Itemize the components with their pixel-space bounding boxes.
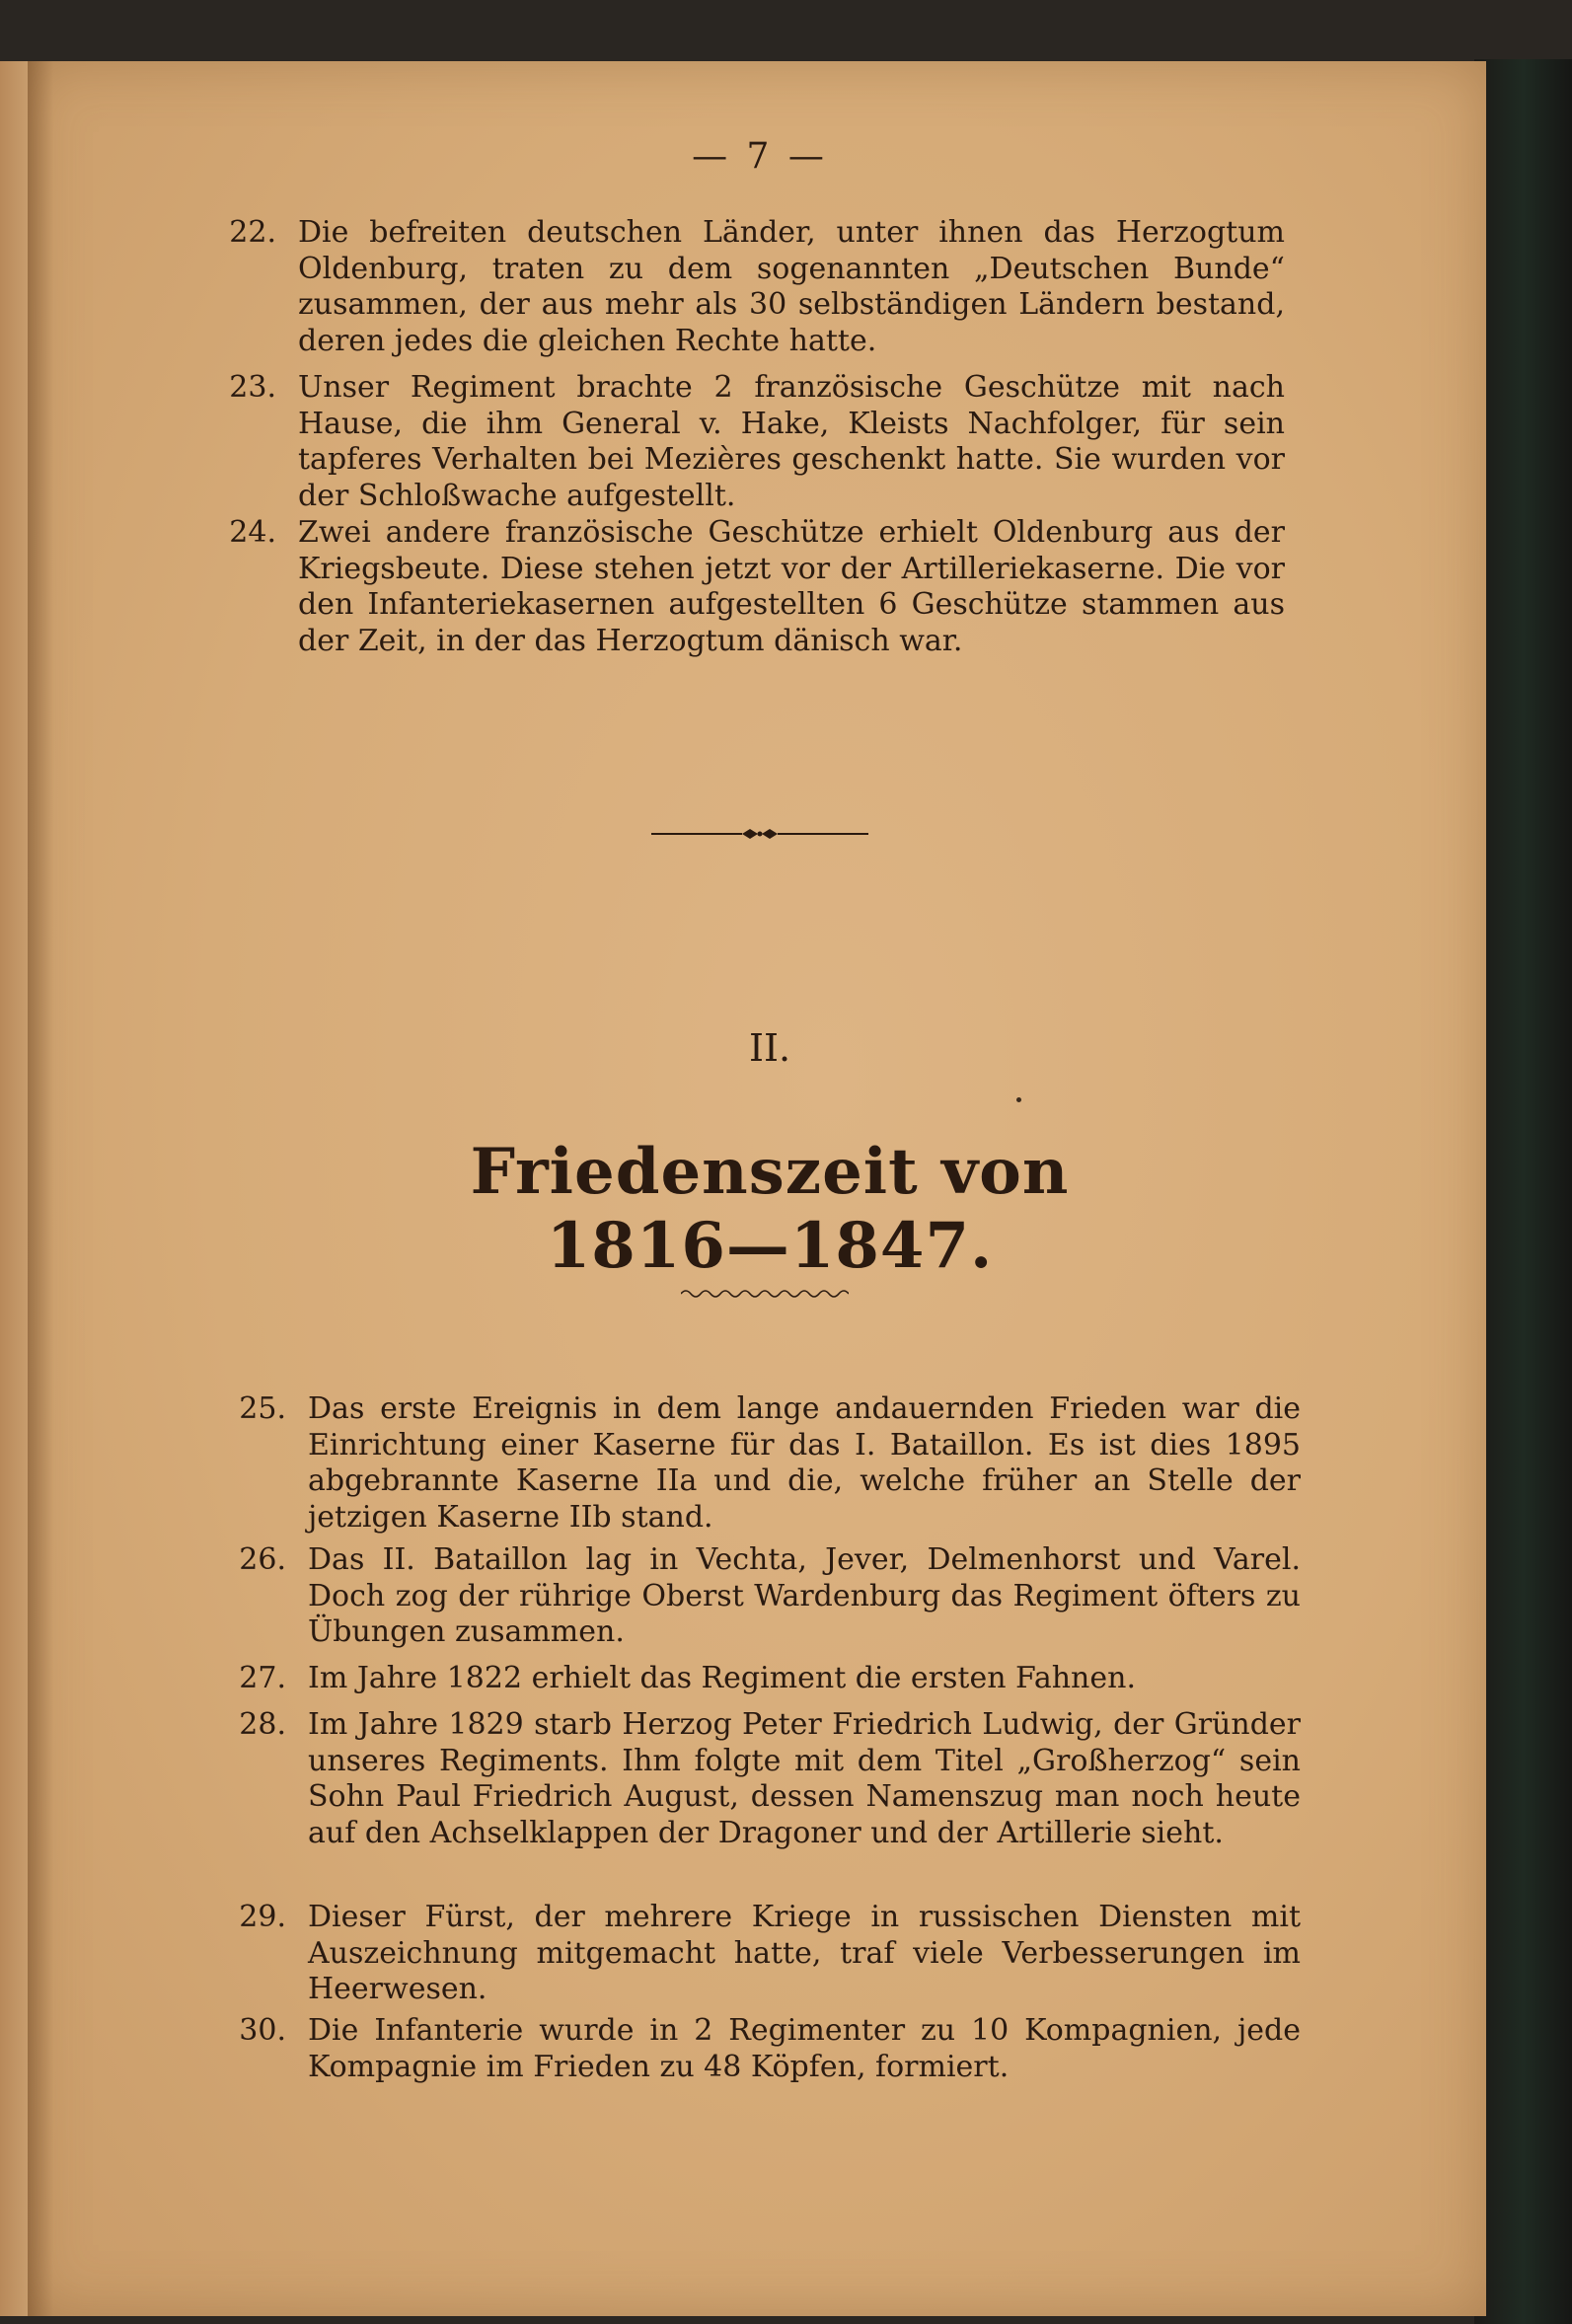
paragraph-number: 23. [229, 370, 276, 405]
paragraph-29 [239, 1900, 1301, 2008]
paragraph-number: 26. [239, 1542, 286, 1577]
paragraph-24 [229, 515, 1285, 659]
paragraph-number: 29. [239, 1900, 286, 1934]
paragraph-27 [239, 1661, 1301, 1697]
spine-shadow [28, 61, 53, 2316]
paragraph-text: Zwei andere französische Geschütze erhielt Oldenburg aus der Kriegsbeute. Diese stehen jetzt vor der Artilleriekaserne. Die vor den Infanteriekasernen aufgestellten 6 Geschütze stammen aus der Zeit, in der das Herzogtum dänisch war. [298, 515, 1285, 658]
section-title: Friedenszeit von 1816—1847. [470, 1135, 1070, 1283]
paragraph-text: Im Jahre 1822 erhielt das Regiment die ersten Fahnen. [308, 1661, 1136, 1695]
paragraph-28 [239, 1707, 1301, 1851]
paragraph-text: Unser Regiment brachte 2 französische Geschütze mit nach Hause, die ihm General v. Hake, Kleists Nachfolger, für sein tapferes Verhalten bei Mezières geschenkt hatte. Sie wurden vor der Schloßwache aufgestellt. [298, 370, 1285, 513]
book-cover-edge [1474, 59, 1572, 2324]
paragraph-23 [229, 370, 1285, 514]
wavy-divider [681, 1285, 849, 1303]
paragraph-text: Die befreiten deutschen Länder, unter ihnen das Herzogtum Oldenburg, traten zu dem sogenannten „Deutschen Bunde“ zusammen, der aus mehr als 30 selbständigen Ländern bestand, deren jedes die gleichen Rechte hatte. [298, 215, 1285, 358]
paragraph-number: 28. [239, 1707, 286, 1742]
ornamental-divider [651, 819, 868, 849]
paragraph-number: 25. [239, 1391, 286, 1426]
paragraph-22 [229, 215, 1285, 359]
section-numeral: II. [748, 1026, 791, 1070]
paragraph-25 [239, 1391, 1301, 1536]
paragraph-text: Dieser Fürst, der mehrere Kriege in russischen Diensten mit Auszeichnung mitgemacht hatte, traf viele Verbesserungen im Heerwesen. [308, 1900, 1301, 2006]
paragraph-number: 24. [229, 515, 276, 550]
paragraph-number: 27. [239, 1661, 286, 1695]
paragraph-number: 22. [229, 215, 276, 250]
paragraph-26 [239, 1542, 1301, 1651]
paragraph-number: 30. [239, 2013, 286, 2048]
paragraph-text: Das II. Bataillon lag in Vechta, Jever, Delmenhorst und Varel. Doch zog der rührige Oberst Wardenburg das Regiment öfters zu Übungen zusammen. [308, 1542, 1301, 1649]
ink-speck [1016, 1097, 1021, 1102]
page-number: — 7 — [692, 136, 828, 177]
paragraph-text: Die Infanterie wurde in 2 Regimenter zu 10 Kompagnien, jede Kompagnie im Frieden zu 48 Köpfen, formiert. [308, 2013, 1301, 2084]
paragraph-text: Im Jahre 1829 starb Herzog Peter Friedrich Ludwig, der Gründer unseres Regiments. Ihm folgte mit dem Titel „Großherzog“ sein Sohn Paul Friedrich August, dessen Namenszug man noch heute auf den Achselklappen der Dragoner und der Artillerie sieht. [308, 1707, 1301, 1850]
paragraph-text: Das erste Ereignis in dem lange andauernden Frieden war die Einrichtung einer Kaserne für das I. Bataillon. Es ist dies 1895 abgebrannte Kaserne IIa und die, welche früher an Stelle der jetzigen Kaserne IIb stand. [308, 1391, 1301, 1535]
paragraph-30 [239, 2013, 1301, 2085]
